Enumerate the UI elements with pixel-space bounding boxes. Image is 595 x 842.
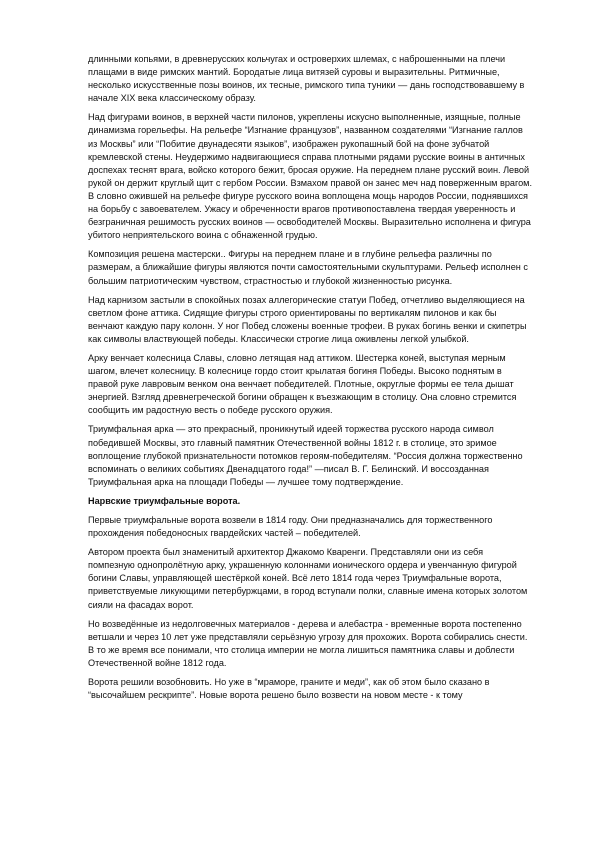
paragraph-victory-statues: Над карнизом застыли в спокойных позах аллегорические статуи Побед, отчетливо выделяющиеся на светлом фоне аттика. Сидящие фигуры строго ориентированы по вертикалям пилонов и как бы венчают каждую пару колонн. У ног Побед сложены военные трофеи. В руках богинь венки и скипетры как символы властвующей победы. Классически строгие лица оживлены легкой улыбкой.: [88, 294, 527, 344]
paragraph-reliefs: Над фигурами воинов, в верхней части пилонов, укреплены искусно выполненные, изящные, полные динамизма горельефы. На рельефе “Изгнание французов”, названном создателями “Изгнание галлов из Москвы” или “Побитие двунадесяти языков”, изображен рукопашный бой на фоне зубчатой кремлевской стены. Неудержимо надвигающиеся справа плотными рядами русские воины в античных доспехах теснят врага, войско которого бежит, бросая оружие. На переднем плане русский воин. Левой рукой он держит круглый щит с гербом России. Взмахом правой он занес меч над поверженным врагом. В словно ожившей на рельефе фигуре русского воина воплощена мощь народов России, поднявшихся на борьбу с завоевателем. Ужасу и обреченности врагов противопоставлена твердая уверенность и безграничная решимость русских воинов — освободителей Москвы. Выразительно исполнена и фигура убитого неприятельского воина с обнаженной грудью.: [88, 112, 532, 241]
paragraph-first-gates: Первые триумфальные ворота возвели в 1814 году. Они предназначались для торжественного прохождения победоносных гвардейских частей – победителей.: [88, 515, 493, 539]
document-page: [88, 53, 532, 708]
paragraph-materials: Но возведённые из недолговечных материалов - дерева и алебастра - временные ворота постепенно ветшали и через 10 лет уже представляли серьёзную угрозу для прохожих. Ворота собирались снести. В то же время все понимали, что столица империи не могла лишиться памятника славы и доблести Отечественной войне 1812 года.: [88, 618, 528, 668]
section-heading: Нарвские триумфальные ворота.: [88, 495, 241, 506]
paragraph-quarenghi: Автором проекта был знаменитый архитектор Джакомо Кваренги. Представляли они из себя помпезную однопролётную арку, украшенную колоннами ионического ордера и увенчанную фигурой богини Славы, управляющей шестёркой коней. Всё лето 1814 года через Триумфальные ворота, приветствуемые ликующими петербуржцами, в город вступали полки, славные имена которых золотом сияли на фасадах ворот.: [88, 547, 528, 610]
paragraph-warriors: длинными копьями, в древнерусских кольчугах и островерхих шлемах, с наброшенными на плечи плащами в виде римских мантий. Бородатые лица витязей суровы и выразительны. Ритмичные, несколько искусственные позы воинов, их тесные, римского типа туники — дань господствовавшему в начале XIX века классическому образу.: [88, 54, 525, 104]
paragraph-chariot: Арку венчает колесница Славы, словно летящая над аттиком. Шестерка коней, выступая мерным шагом, влечет колесницу. В колеснице гордо стоит крылатая богиня Победы. Высоко поднятым в правой руке лавровым венком она венчает победителей. Плотные, округлые формы ее тела дышат энергией. Взгляд древнегреческой богини обращен к въезжающим в столицу. Она словно стремится сообщить им радостную весть о победе русского оружия.: [88, 352, 517, 416]
paragraph-renewal: Ворота решили возобновить. Но уже в “мраморе, граните и меди”, как об этом было сказано в “высочайшем рескрипте”. Новые ворота решено было возвести на новом месте - к тому: [88, 677, 490, 701]
paragraph-composition: Композиция решена мастерски.. Фигуры на переднем плане и в глубине рельефа различны по размерам, а ближайшие фигуры являются почти самостоятельными скульптурами. Рельеф исполнен с большим патриотическим чувством, страстностью и глубокой жизненностью рисунка.: [88, 249, 528, 286]
paragraph-triumphal-arch: Триумфальная арка — это прекрасный, проникнутый идеей торжества русского народа символ победившей Москвы, это главный памятник Отечественной войны 1812 г. в столице, это зримое воплощение глубокой признательности потомков героям-победителям. “Россия должна торжественно вспоминать о великих событиях Двенадцатого года!” —писал В. Г. Белинский. И воссозданная Триумфальная арка на площади Победы — лучшее тому подтверждение.: [88, 424, 523, 487]
